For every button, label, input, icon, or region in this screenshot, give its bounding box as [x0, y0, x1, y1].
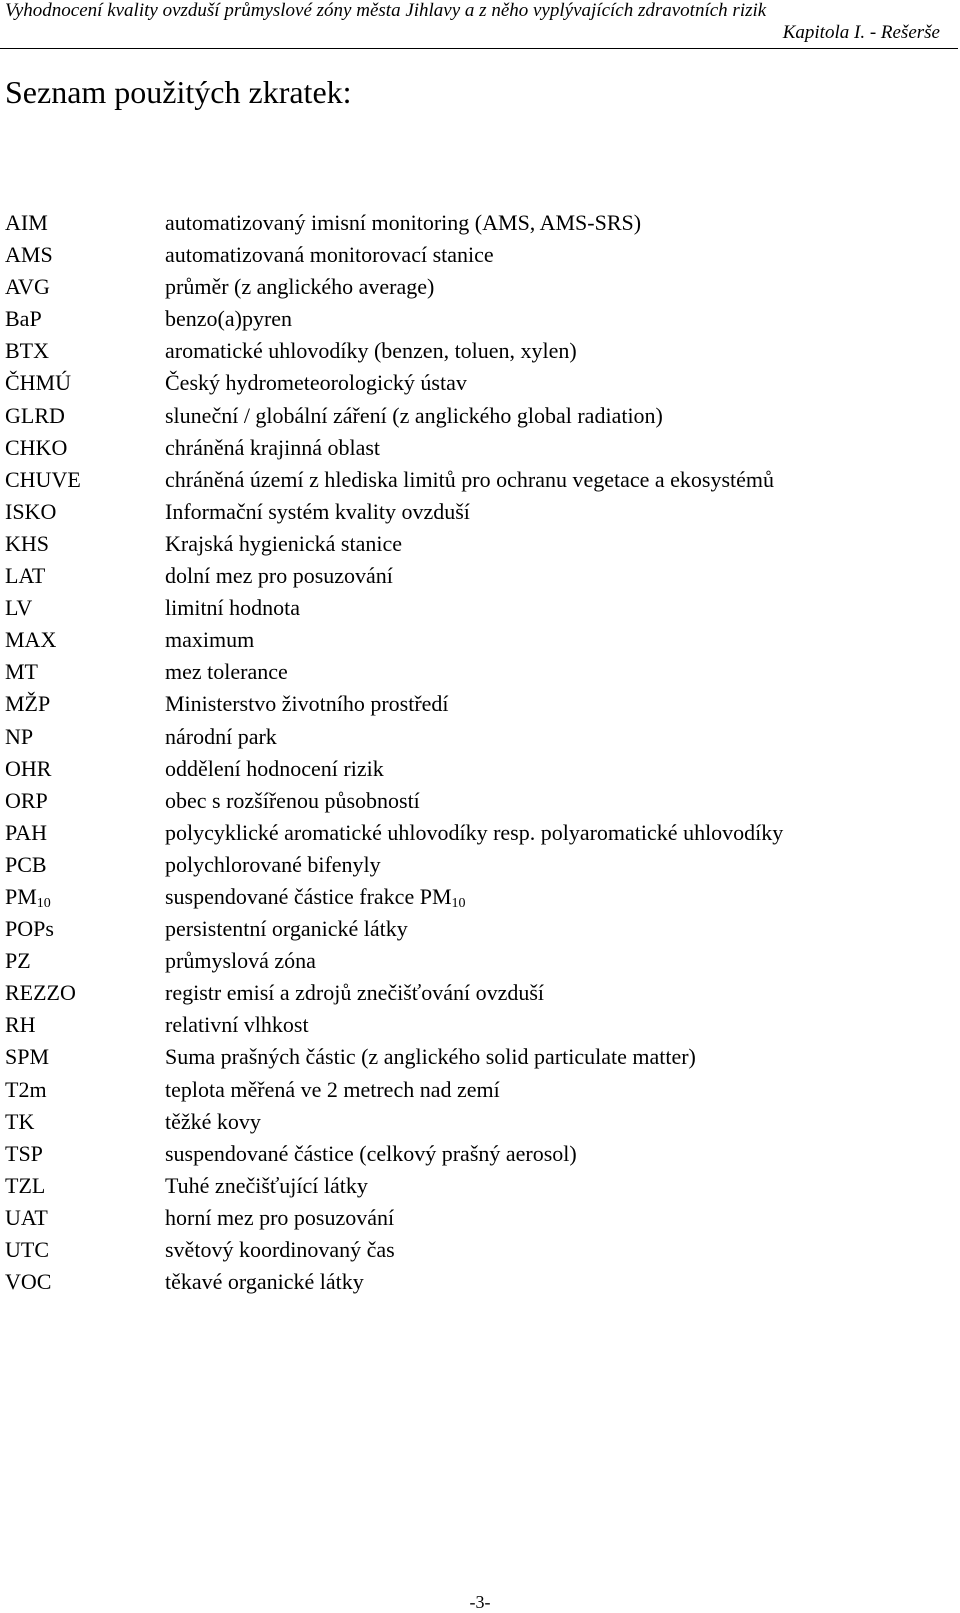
abbreviation-code-text: PZ	[5, 948, 31, 974]
abbreviation-code	[5, 370, 165, 402]
abbreviation-definition	[165, 499, 470, 531]
abbreviation-definition-text: národní park	[165, 723, 277, 749]
abbreviation-definition	[165, 210, 641, 242]
abbreviation-code	[5, 1109, 165, 1141]
abbreviation-definition	[165, 1173, 368, 1205]
abbreviation-definition-text: Tuhé znečišťující látky	[165, 1172, 368, 1198]
abbreviation-definition	[165, 274, 434, 306]
abbreviation-definition	[165, 1012, 309, 1044]
abbreviation-code	[5, 435, 165, 467]
abbreviation-code-text: BaP	[5, 306, 42, 332]
abbreviation-definition	[165, 659, 288, 691]
abbreviation-definition	[165, 724, 277, 756]
abbreviation-row	[5, 242, 783, 274]
abbreviation-row	[5, 756, 783, 788]
abbreviation-code-text: UAT	[5, 1204, 48, 1230]
abbreviation-definition	[165, 306, 292, 338]
abbreviation-definition-text: chráněná území z hlediska limitů pro ochranu vegetace a ekosystémů	[165, 466, 775, 492]
abbreviation-code-text: REZZO	[5, 980, 76, 1006]
abbreviation-row	[5, 980, 783, 1012]
abbreviation-code	[5, 916, 165, 948]
abbreviation-definition	[165, 1269, 364, 1301]
abbreviation-row	[5, 1205, 783, 1237]
abbreviation-row	[5, 306, 783, 338]
page-number: -3-	[469, 1592, 491, 1612]
abbreviation-code	[5, 274, 165, 306]
abbreviation-definition	[165, 980, 544, 1012]
abbreviation-code	[5, 724, 165, 756]
abbreviation-code-text: LV	[5, 595, 33, 621]
abbreviation-definition-text: polycyklické aromatické uhlovodíky resp. polyaromatické uhlovodíky	[165, 819, 784, 845]
abbreviation-definition-text: světový koordinovaný čas	[165, 1237, 395, 1262]
abbreviation-definition-text: Informační systém kvality ovzduší	[165, 498, 470, 524]
abbreviation-definition	[165, 403, 663, 435]
abbreviation-definition-text: limitní hodnota	[165, 595, 301, 621]
abbreviation-definition-text: maximum	[165, 627, 255, 653]
abbreviation-code	[5, 980, 165, 1012]
abbreviation-row	[5, 403, 783, 435]
abbreviation-code-text: ISKO	[5, 498, 57, 524]
abbreviation-definition	[165, 1141, 577, 1173]
abbreviation-row	[5, 370, 783, 402]
abbreviation-definition-text: Český hydrometeorologický ústav	[165, 370, 467, 396]
abbreviation-definition-text: automatizovaný imisní monitoring (AMS, AMS-SRS)	[165, 210, 642, 235]
abbreviation-code-text: MAX	[5, 627, 57, 653]
abbreviation-row	[5, 338, 783, 370]
abbreviation-row	[5, 1109, 783, 1141]
abbreviation-row	[5, 788, 783, 820]
abbreviation-code-text: MT	[5, 659, 38, 685]
abbreviation-definition-text: sluneční / globální záření (z anglického global radiation)	[165, 402, 663, 428]
abbreviation-code	[5, 563, 165, 595]
abbreviation-row	[5, 1141, 783, 1173]
abbreviation-row	[5, 820, 783, 852]
abbreviation-row	[5, 724, 783, 756]
running-header-chapter: Kapitola I. - Rešerše	[782, 22, 940, 43]
abbreviation-definition-text: teplota měřená ve 2 metrech nad zemí	[165, 1076, 500, 1102]
abbreviation-row	[5, 435, 783, 467]
abbreviation-definition-text: průměr (z anglického average)	[165, 274, 435, 300]
abbreviation-definition	[165, 916, 408, 948]
abbreviation-code	[5, 756, 165, 788]
abbreviation-definition-text: dolní mez pro posuzování	[165, 563, 393, 589]
abbreviation-code-text: KHS	[5, 530, 50, 556]
abbreviation-row	[5, 467, 783, 499]
abbreviation-row	[5, 563, 783, 595]
abbreviation-code-text: POPs	[5, 916, 54, 942]
abbreviation-definition-text: persistentní organické látky	[165, 916, 408, 942]
abbreviation-code	[5, 788, 165, 820]
abbreviation-definition	[165, 242, 494, 274]
abbreviation-row	[5, 531, 783, 563]
abbreviation-row	[5, 274, 783, 306]
abbreviation-definition	[165, 531, 402, 563]
abbreviation-code-text: OHR	[5, 755, 52, 781]
abbreviation-row	[5, 659, 783, 691]
abbreviation-code-text: ORP	[5, 787, 48, 813]
abbreviation-definition-text: registr emisí a zdrojů znečišťování ovzduší	[165, 980, 545, 1006]
abbreviation-code-text: T2m	[5, 1076, 47, 1102]
abbreviation-code	[5, 403, 165, 435]
abbreviation-code	[5, 531, 165, 563]
abbreviation-code	[5, 1237, 165, 1269]
abbreviation-definition-text: suspendované částice frakce PM	[165, 883, 452, 909]
abbreviation-code	[5, 595, 165, 627]
abbreviation-code-text: ČHMÚ	[5, 370, 72, 396]
abbreviation-row	[5, 1012, 783, 1044]
abbreviation-code	[5, 1012, 165, 1044]
abbreviation-definition-text: Krajská hygienická stanice	[165, 530, 403, 556]
abbreviation-row	[5, 210, 783, 242]
abbreviation-definition-subscript: 10	[451, 895, 466, 911]
abbreviation-definition	[165, 627, 254, 659]
abbreviation-list	[5, 210, 783, 1301]
abbreviation-row	[5, 1044, 783, 1076]
abbreviation-code	[5, 306, 165, 338]
abbreviation-definition	[165, 756, 384, 788]
abbreviation-definition-text: suspendované částice (celkový prašný aerosol)	[165, 1140, 577, 1166]
abbreviation-definition-text: Suma prašných částic (z anglického solid particulate matter)	[165, 1044, 696, 1070]
abbreviation-code	[5, 948, 165, 980]
page-title: Seznam použitých zkratek:	[5, 74, 352, 110]
header-divider	[0, 48, 958, 49]
abbreviation-definition	[165, 691, 449, 723]
abbreviation-code	[5, 1173, 165, 1205]
abbreviation-code	[5, 884, 165, 916]
abbreviation-definition-text: aromatické uhlovodíky (benzen, toluen, xylen)	[165, 338, 577, 364]
abbreviation-code	[5, 467, 165, 499]
abbreviation-definition	[165, 467, 774, 499]
abbreviation-row	[5, 852, 783, 884]
abbreviation-definition	[165, 948, 316, 980]
abbreviation-code-text: LAT	[5, 563, 46, 589]
abbreviation-definition-text: obec s rozšířenou působností	[165, 787, 420, 813]
abbreviation-definition	[165, 1109, 261, 1141]
abbreviation-code	[5, 338, 165, 370]
abbreviation-definition	[165, 435, 380, 467]
abbreviation-code	[5, 659, 165, 691]
abbreviation-code	[5, 852, 165, 884]
abbreviation-definition-text: oddělení hodnocení rizik	[165, 755, 384, 781]
abbreviation-code-text: TZL	[5, 1172, 46, 1198]
abbreviation-code-text: BTX	[5, 338, 49, 364]
abbreviation-code	[5, 242, 165, 274]
abbreviation-definition	[165, 852, 381, 884]
abbreviation-definition-text: těžké kovy	[165, 1108, 261, 1134]
abbreviation-row	[5, 1173, 783, 1205]
abbreviation-code-text: RH	[5, 1012, 36, 1038]
abbreviation-code-subscript: 10	[36, 895, 51, 911]
abbreviation-row	[5, 948, 783, 980]
abbreviation-code-text: TSP	[5, 1140, 43, 1166]
abbreviation-row	[5, 1269, 783, 1301]
abbreviation-code-text: CHUVE	[5, 466, 81, 492]
abbreviation-code-text: AVG	[5, 274, 50, 300]
abbreviation-code-text: PCB	[5, 851, 47, 877]
abbreviation-code-text: NP	[5, 723, 34, 749]
abbreviation-definition	[165, 563, 393, 595]
abbreviation-code	[5, 210, 165, 242]
abbreviation-row	[5, 691, 783, 723]
abbreviation-row	[5, 1077, 783, 1109]
abbreviation-definition-text: Ministerstvo životního prostředí	[165, 691, 449, 717]
running-header-title: Vyhodnocení kvality ovzduší průmyslové zóny města Jihlavy a z něho vyplývajících zdravotních rizik	[5, 0, 767, 21]
abbreviation-definition-text: automatizovaná monitorovací stanice	[165, 242, 494, 268]
abbreviation-code	[5, 1205, 165, 1237]
abbreviation-definition-text: relativní vlhkost	[165, 1012, 309, 1038]
abbreviation-code	[5, 627, 165, 659]
abbreviation-definition-text: mez tolerance	[165, 659, 288, 685]
abbreviation-code-text: TK	[5, 1108, 35, 1134]
abbreviation-row	[5, 627, 783, 659]
abbreviation-definition-text: horní mez pro posuzování	[165, 1204, 395, 1230]
abbreviation-definition	[165, 884, 466, 916]
abbreviation-definition	[165, 1044, 696, 1076]
abbreviation-definition-text: benzo(a)pyren	[165, 306, 293, 332]
abbreviation-definition	[165, 338, 577, 370]
abbreviation-code	[5, 691, 165, 723]
abbreviation-code	[5, 499, 165, 531]
abbreviation-code-text: GLRD	[5, 402, 65, 428]
abbreviation-code	[5, 1077, 165, 1109]
abbreviation-row	[5, 916, 783, 948]
abbreviation-code	[5, 820, 165, 852]
abbreviation-row	[5, 884, 783, 916]
abbreviation-definition-text: průmyslová zóna	[165, 948, 316, 974]
abbreviation-code-text: AMS	[5, 242, 53, 268]
abbreviation-code-text: UTC	[5, 1237, 49, 1262]
abbreviation-definition	[165, 820, 783, 852]
abbreviation-code	[5, 1269, 165, 1301]
abbreviation-definition	[165, 1237, 395, 1269]
abbreviation-definition	[165, 1077, 500, 1109]
abbreviation-code-text: PAH	[5, 819, 47, 845]
abbreviation-definition	[165, 595, 300, 627]
abbreviation-code-text: SPM	[5, 1044, 50, 1070]
abbreviation-definition	[165, 788, 420, 820]
abbreviation-code	[5, 1044, 165, 1076]
abbreviation-definition	[165, 1205, 394, 1237]
abbreviation-code	[5, 1141, 165, 1173]
abbreviation-definition-text: polychlorované bifenyly	[165, 851, 381, 877]
abbreviation-row	[5, 499, 783, 531]
abbreviation-definition-text: těkavé organické látky	[165, 1269, 364, 1295]
abbreviation-code-text: AIM	[5, 210, 48, 235]
abbreviation-definition-text: chráněná krajinná oblast	[165, 434, 381, 460]
abbreviation-code-text: PM	[5, 883, 37, 909]
abbreviation-row	[5, 1237, 783, 1269]
abbreviation-definition	[165, 370, 467, 402]
abbreviation-code-text: CHKO	[5, 434, 68, 460]
abbreviation-row	[5, 595, 783, 627]
abbreviation-code-text: VOC	[5, 1269, 52, 1295]
abbreviation-code-text: MŽP	[5, 691, 51, 717]
